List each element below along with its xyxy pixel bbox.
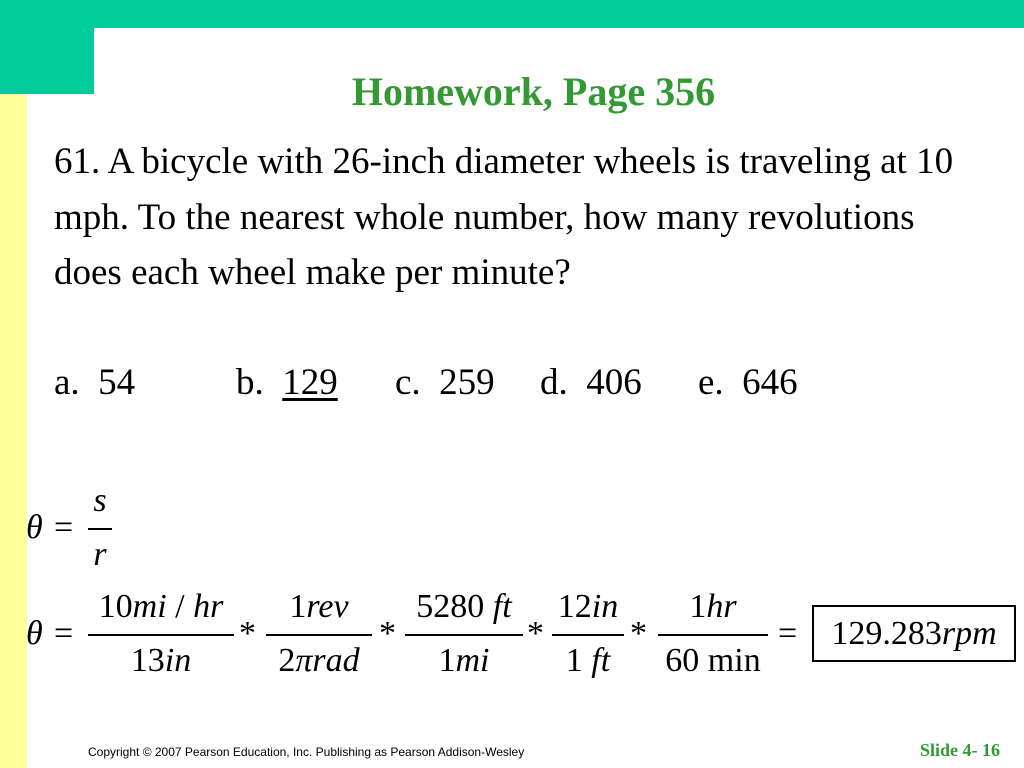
- denominator-number: 13: [130, 642, 165, 679]
- fraction-bar: [405, 634, 523, 636]
- answer-a: a. 54: [54, 362, 136, 403]
- denominator-number: 2: [278, 642, 296, 679]
- numerator-number: 12: [557, 588, 592, 625]
- numerator-number: 10: [98, 588, 133, 625]
- multiply-sign: *: [379, 615, 396, 652]
- answer-c: c. 259: [395, 362, 495, 403]
- fraction-denominator: r: [93, 536, 107, 573]
- numerator-unit: hr: [706, 588, 737, 625]
- multiply-sign: *: [239, 615, 256, 652]
- numerator-number: 1: [689, 588, 707, 625]
- fraction-feet-over-mile: [405, 588, 523, 688]
- fraction-inches-over-foot: [552, 588, 624, 688]
- fraction-s-over-r: [88, 482, 112, 582]
- theta-symbol: θ: [26, 615, 43, 652]
- denominator-number: 1: [438, 642, 456, 679]
- copyright-footer: Copyright © 2007 Pearson Education, Inc. Publishing as Pearson Addison-Wesley: [88, 745, 525, 759]
- fraction-bar: [658, 634, 768, 636]
- result-value: 129.283: [831, 615, 942, 652]
- pi-symbol: π: [295, 642, 313, 679]
- answer-d: d. 406: [540, 362, 642, 403]
- numerator-unit: in: [591, 588, 619, 625]
- question-text: 61. A bicycle with 26-inch diameter wheels is traveling at 10 mph. To the nearest whole number, how many revolutions does each wheel make per minute?: [54, 141, 954, 293]
- result-unit: rpm: [941, 615, 997, 652]
- denominator-number: 60: [665, 642, 708, 679]
- denominator-number: 1: [565, 642, 592, 679]
- denominator-unit: min: [707, 642, 761, 679]
- denominator-unit: rad: [312, 642, 360, 679]
- result-box: [812, 605, 1016, 662]
- top-accent-band: [0, 0, 1024, 28]
- equals-sign: =: [54, 509, 74, 546]
- numerator-unit: ft: [492, 588, 512, 625]
- numerator-unit: mi: [132, 588, 167, 625]
- slash: /: [166, 588, 194, 625]
- fraction-bar: [88, 528, 112, 530]
- fraction-rev-over-rad: [266, 588, 372, 688]
- equals-sign: =: [54, 615, 74, 652]
- multiply-sign: *: [527, 615, 544, 652]
- answer-e: e. 646: [698, 362, 798, 403]
- denominator-unit: ft: [591, 642, 611, 679]
- left-accent-strip: [0, 94, 27, 768]
- answer-b-label: b.: [236, 362, 283, 403]
- fraction-hour-over-minutes: [658, 588, 768, 688]
- denominator-unit: mi: [455, 642, 490, 679]
- fraction-numerator: s: [93, 482, 107, 519]
- denominator-unit: in: [164, 642, 192, 679]
- numerator-number: 1: [289, 588, 307, 625]
- numerator-number: 5280: [416, 588, 493, 625]
- fraction-bar: [88, 634, 234, 636]
- fraction-bar: [266, 634, 372, 636]
- fraction-speed-over-diameter: [88, 588, 234, 688]
- theta-symbol: θ: [26, 509, 43, 546]
- fraction-bar: [552, 634, 624, 636]
- equals-sign: =: [778, 615, 798, 652]
- answer-choices: [54, 360, 798, 406]
- answer-b-value: 129: [282, 362, 338, 403]
- numerator-unit: hr: [193, 588, 224, 625]
- numerator-unit: rev: [306, 588, 349, 625]
- slide-title: Homework, Page 356: [351, 69, 716, 114]
- answer-b: [236, 360, 338, 406]
- slide-number: Slide 4- 16: [919, 740, 1000, 760]
- multiply-sign: *: [630, 615, 647, 652]
